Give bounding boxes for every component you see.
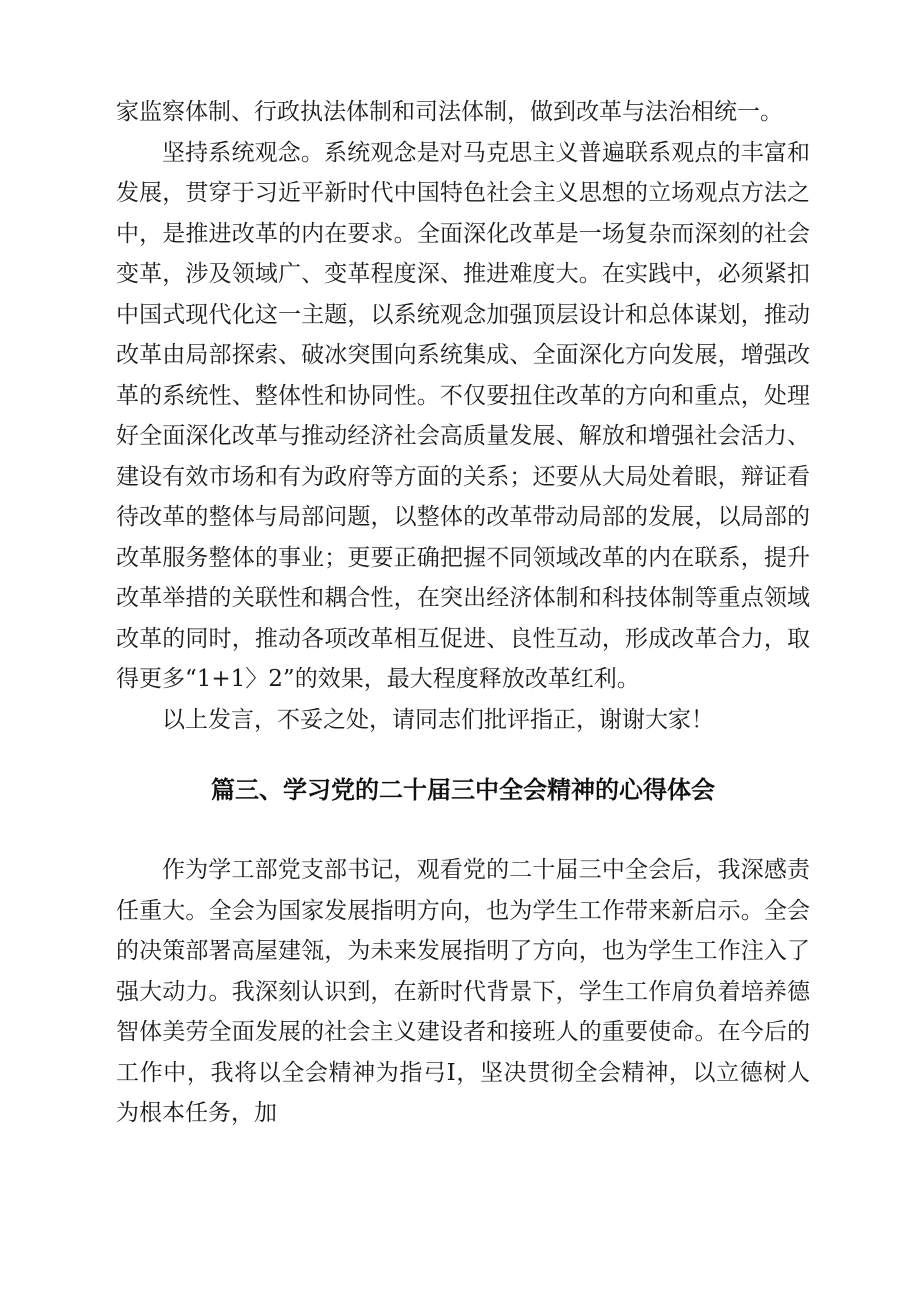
document-body bbox=[116, 92, 810, 1134]
spacer bbox=[116, 810, 810, 850]
paragraph-continuation: 家监察体制、行政执法体制和司法体制，做到改革与法治相统一。 bbox=[116, 99, 783, 125]
paragraph-system-view: 坚持系统观念。系统观念是对马克思主义普遍联系观点的丰富和发展，贯穿于习近平新时代中国特色社会主义思想的立场观点方法之中，是推进改革的内在要求。全面深化改革是一场复杂而深刻的社会变革，涉及领域广、变革程度深、推进难度大。在实践中，必须紧扣中国式现代化这一主题，以系统观念加强顶层设计和总体谋划，推动改革由局部探索、破冰突围向系统集成、全面深化方向发展，增强改革的系统性、整体性和协同性。不仅要扭住改革的方向和重点，处理好全面深化改革与推动经济社会高质量发展、解放和增强社会活力、建设有效市场和有为政府等方面的关系；还要从大局处着眼，辩证看待改革的整体与局部问题，以整体的改革带动局部的发展，以局部的改革服务整体的事业；更要正确把握不同领域改革的内在联系，提升改革举措的关联性和耦合性，在突出经济体制和科技体制等重点领域改革的同时，推动各项改革相互促进、良性互动，形成改革合力，取得更多“1+1〉2”的效果，最大程度释放改革红利。 bbox=[116, 139, 810, 692]
paragraph-section-three-intro: 作为学工部党支部书记，观看党的二十届三中全会后，我深感责任重大。全会为国家发展指明方向，也为学生工作带来新启示。全会的决策部署高屋建瓴，为未来发展指明了方向，也为学生工作注入了强大动力。我深刻认识到，在新时代背景下，学生工作肩负着培养德智体美劳全面发展的社会主义建设者和接班人的重要使命。在今后的工作中，我将以全会精神为指弓I，坚决贯彻全会精神，以立德树人为根本任务，加 bbox=[116, 857, 810, 1126]
section-heading: 篇三、学习党的二十届三中全会精神的心得体会 bbox=[211, 776, 715, 804]
spacer bbox=[116, 740, 810, 770]
paragraph-closing-remarks: 以上发言，不妥之处，请同志们批评指正，谢谢大家！ bbox=[162, 706, 714, 733]
